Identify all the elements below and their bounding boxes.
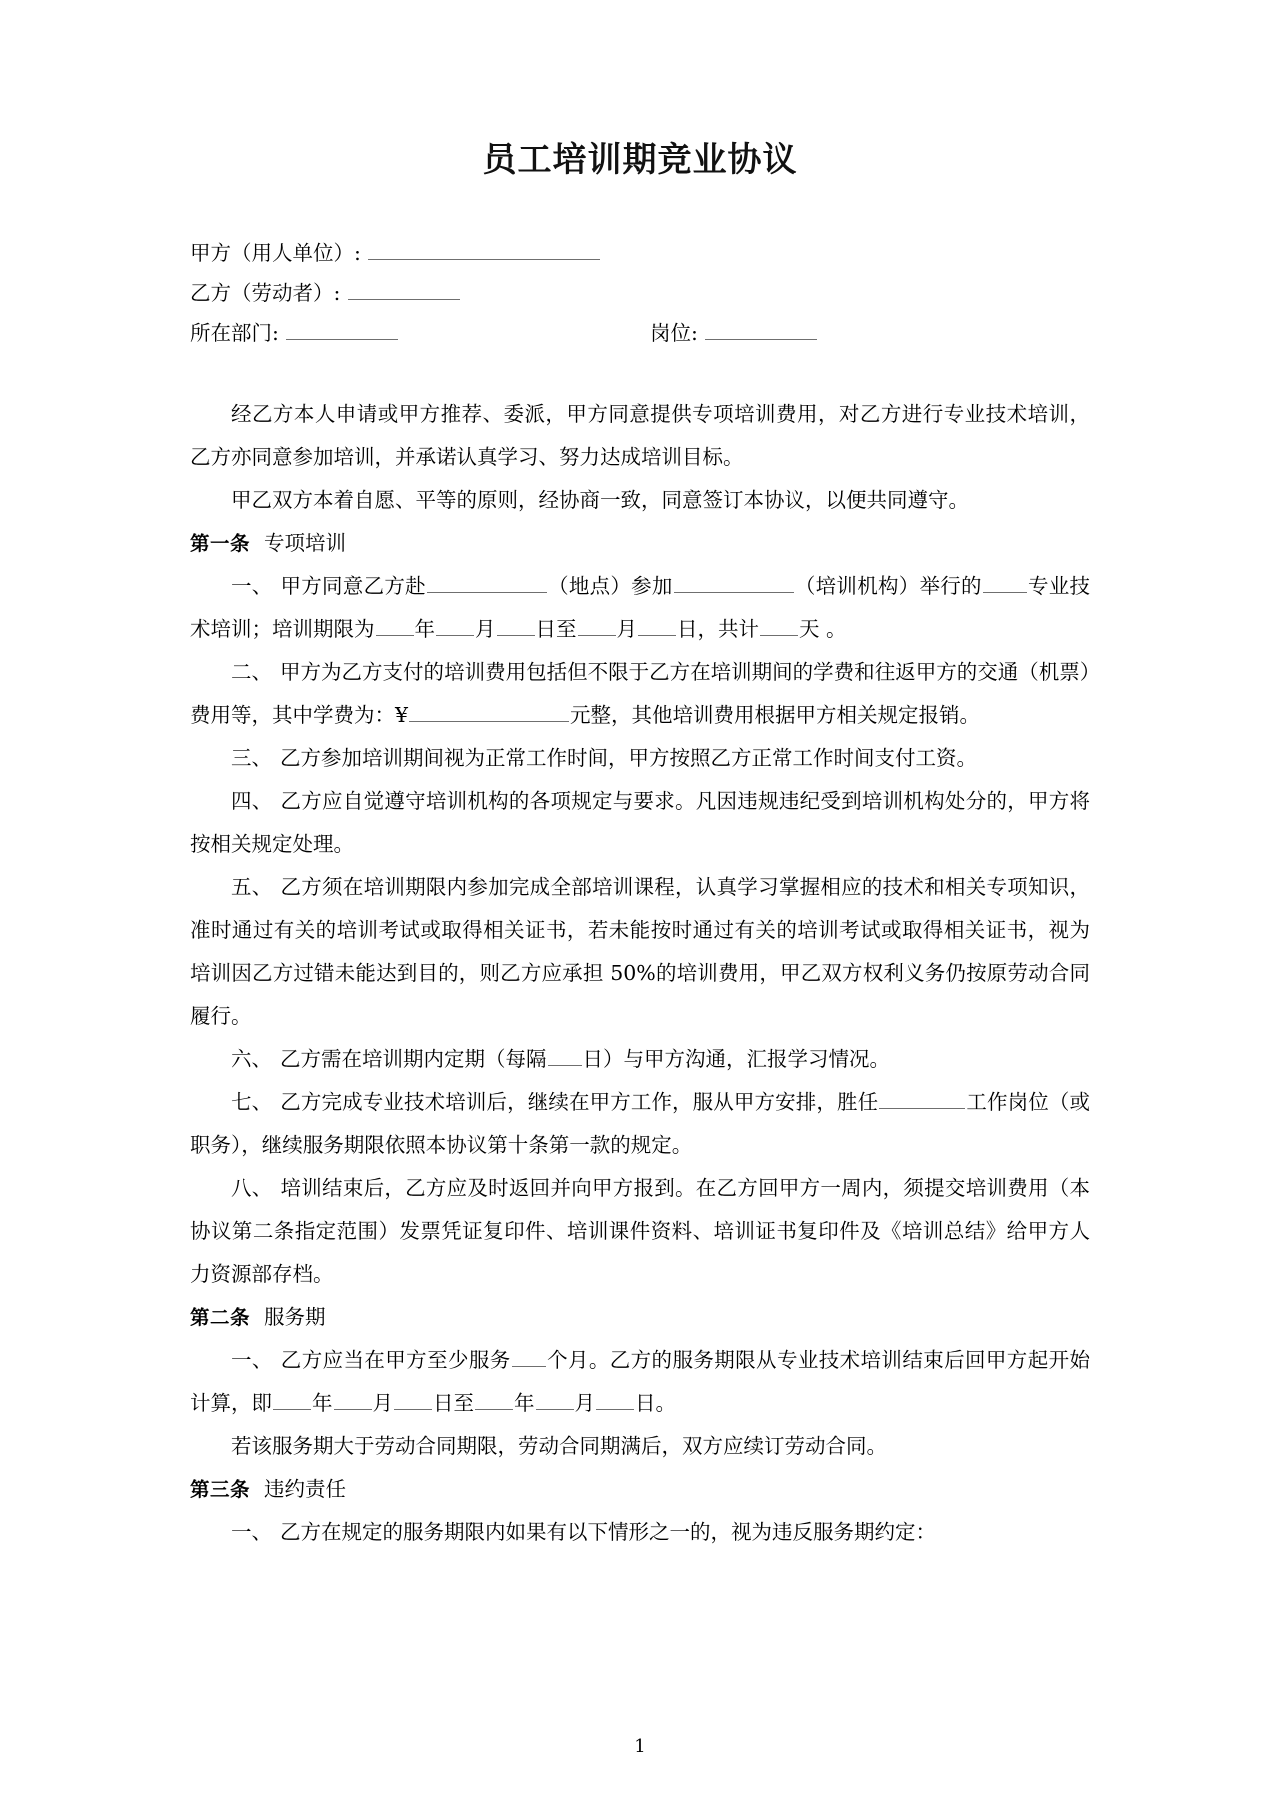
item-2-text-b: 元整，其他培训费用根据甲方相关规定报销。 bbox=[570, 702, 981, 727]
item-5-text: 乙方须在培训期限内参加完成全部培训课程，认真学习掌握相应的技术和相关专项知识，准时通过有关的培训考试或取得相关证书，若未能按时通过有关的培训考试或取得相关证书，视为培训因乙方过错未能达到目的，则乙方应承担 50%的培训费用，甲乙双方权利义务仍按原劳动合同履行。 bbox=[190, 874, 1091, 1028]
article-one-item-8 bbox=[190, 1167, 1090, 1296]
page-title: 员工培训期竞业协议 bbox=[482, 140, 798, 180]
start-day-blank[interactable] bbox=[497, 614, 535, 636]
tuition-fee-blank[interactable] bbox=[409, 700, 569, 722]
department-blank[interactable] bbox=[286, 318, 398, 340]
item-1-text-d: 专业技术培训； bbox=[190, 573, 1091, 641]
item-1-text-e: 培训期限为 bbox=[272, 616, 375, 641]
document-content bbox=[190, 0, 1090, 1554]
a2-day-to: 日至 bbox=[433, 1390, 474, 1415]
article-two-heading bbox=[190, 1296, 1090, 1339]
a2-month: 月 bbox=[372, 1390, 393, 1415]
item-1-day-to: 日至 bbox=[535, 616, 577, 641]
article-one-item-3 bbox=[190, 737, 1090, 780]
item-2-text-a: 甲方为乙方支付的培训费用包括但不限于乙方在培训期间的学费和往返甲方的交通（机票）费用等，其中学费为：¥ bbox=[190, 659, 1091, 727]
article-two-paragraph-2: 若该服务期大于劳动合同期限，劳动合同期满后，双方应续订劳动合同。 bbox=[231, 1433, 887, 1458]
article-one-item-4 bbox=[190, 780, 1090, 866]
a3-item-1-text: 乙方在规定的服务期限内如果有以下情形之一的，视为违反服务期约定： bbox=[280, 1519, 936, 1544]
item-7-number: 七、 bbox=[231, 1089, 273, 1114]
party-b-blank[interactable] bbox=[348, 278, 460, 300]
article-three-title: 违约责任 bbox=[264, 1476, 347, 1501]
item-8-text: 培训结束后，乙方应及时返回并向甲方报到。在乙方回甲方一周内，须提交培训费用（本协议第二条指定范围）发票凭证复印件、培训课件资料、培训证书复印件及《培训总结》给甲方人力资源部存档。 bbox=[190, 1175, 1091, 1286]
a2-item-1-text-b: 个月。乙方的服务期限从专业技术培训结束后回甲方起开始计算，即 bbox=[190, 1347, 1091, 1415]
article-three-item-1 bbox=[190, 1511, 1090, 1554]
page-number: 1 bbox=[634, 1736, 646, 1757]
service-start-month-blank[interactable] bbox=[334, 1388, 372, 1410]
position-group bbox=[650, 313, 1090, 353]
article-one-number: 第一条 bbox=[190, 531, 251, 555]
a3-item-1-number: 一、 bbox=[231, 1519, 272, 1544]
total-days-blank[interactable] bbox=[760, 614, 798, 636]
start-year-blank[interactable] bbox=[376, 614, 414, 636]
article-two-title: 服务期 bbox=[264, 1304, 326, 1329]
document-body bbox=[190, 393, 1090, 1554]
item-1-total: 天 。 bbox=[799, 616, 847, 641]
report-interval-blank[interactable] bbox=[548, 1044, 582, 1066]
position-label: 岗位: bbox=[650, 320, 698, 345]
party-b-row bbox=[190, 273, 1090, 313]
item-1-text-c: （培训机构）举行的 bbox=[794, 573, 982, 598]
department-label: 所在部门: bbox=[190, 320, 279, 345]
article-one-title: 专项培训 bbox=[264, 530, 347, 555]
training-specialty-blank[interactable] bbox=[983, 571, 1027, 593]
item-7-text-b: 工作岗位（或职务），继续服务期限依照本协议第十条第一款的规定。 bbox=[190, 1089, 1091, 1157]
item-3-text: 乙方参加培训期间视为正常工作时间，甲方按照乙方正常工作时间支付工资。 bbox=[280, 745, 977, 770]
item-4-text: 乙方应自觉遵守培训机构的各项规定与要求。凡因违规违纪受到培训机构处分的，甲方将按相关规定处理。 bbox=[190, 788, 1091, 856]
service-start-year-blank[interactable] bbox=[273, 1388, 311, 1410]
article-two-item-1 bbox=[190, 1339, 1090, 1425]
item-8-number: 八、 bbox=[231, 1175, 273, 1200]
item-5-number: 五、 bbox=[231, 874, 273, 899]
item-7-text-a: 乙方完成专业技术培训后，继续在甲方工作，服从甲方安排，胜任 bbox=[280, 1089, 879, 1114]
item-1-text-b: （地点）参加 bbox=[547, 573, 673, 598]
preamble-paragraph-2: 甲乙双方本着自愿、平等的原则，经协商一致，同意签订本协议，以便共同遵守。 bbox=[231, 487, 969, 512]
item-1-number: 一、 bbox=[231, 573, 273, 598]
service-end-month-blank[interactable] bbox=[536, 1388, 574, 1410]
department-group bbox=[190, 313, 650, 353]
party-a-blank[interactable] bbox=[368, 238, 600, 260]
article-two-number: 第二条 bbox=[190, 1305, 251, 1329]
position-blank[interactable] bbox=[705, 318, 817, 340]
end-month-blank[interactable] bbox=[578, 614, 616, 636]
service-start-day-blank[interactable] bbox=[394, 1388, 432, 1410]
party-b-label: 乙方（劳动者）: bbox=[190, 280, 341, 305]
item-2-number: 二、 bbox=[231, 659, 273, 684]
article-one-heading bbox=[190, 522, 1090, 565]
article-one-item-7 bbox=[190, 1081, 1090, 1167]
item-1-year: 年 bbox=[414, 616, 435, 641]
start-month-blank[interactable] bbox=[436, 614, 474, 636]
a2-item-1-number: 一、 bbox=[231, 1347, 273, 1372]
a2-item-1-text-a: 乙方应当在甲方至少服务 bbox=[280, 1347, 511, 1372]
item-1-text-a: 甲方同意乙方赴 bbox=[280, 573, 426, 598]
a2-year: 年 bbox=[312, 1390, 333, 1415]
training-institution-blank[interactable] bbox=[674, 571, 794, 593]
item-4-number: 四、 bbox=[231, 788, 273, 813]
party-a-label: 甲方（用人单位）: bbox=[190, 240, 361, 265]
training-location-blank[interactable] bbox=[427, 571, 547, 593]
service-end-day-blank[interactable] bbox=[596, 1388, 634, 1410]
item-6-number: 六、 bbox=[231, 1046, 272, 1071]
item-1-month-2: 月 bbox=[616, 616, 637, 641]
item-3-number: 三、 bbox=[231, 745, 272, 770]
item-6-text-b: 日）与甲方沟通，汇报学习情况。 bbox=[582, 1046, 890, 1071]
preamble-paragraph-1: 经乙方本人申请或甲方推荐、委派，甲方同意提供专项培训费用，对乙方进行专业技术培训，乙方亦同意参加培训，并承诺认真学习、努力达成培训目标。 bbox=[190, 401, 1090, 469]
item-6-text-a: 乙方需在培训期内定期（每隔 bbox=[280, 1046, 547, 1071]
a2-month-2: 月 bbox=[574, 1390, 595, 1415]
article-one-item-1 bbox=[190, 565, 1090, 651]
article-one-item-2 bbox=[190, 651, 1090, 737]
department-position-row bbox=[190, 313, 1090, 353]
post-training-position-blank[interactable] bbox=[879, 1087, 965, 1109]
service-months-blank[interactable] bbox=[512, 1345, 546, 1367]
service-end-year-blank[interactable] bbox=[475, 1388, 513, 1410]
article-three-heading bbox=[190, 1468, 1090, 1511]
article-one-item-6 bbox=[190, 1038, 1090, 1081]
item-1-day: 日，共计 bbox=[677, 616, 759, 641]
article-one-item-5 bbox=[190, 866, 1090, 1038]
end-day-blank[interactable] bbox=[638, 614, 676, 636]
party-information-block bbox=[190, 233, 1090, 353]
party-a-row bbox=[190, 233, 1090, 273]
a2-day-end: 日。 bbox=[635, 1390, 676, 1415]
a2-year-2: 年 bbox=[514, 1390, 535, 1415]
item-1-month: 月 bbox=[475, 616, 496, 641]
article-three-number: 第三条 bbox=[190, 1477, 251, 1501]
